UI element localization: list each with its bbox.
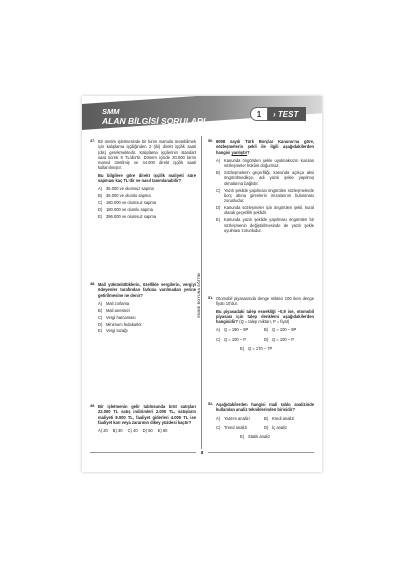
question-text: Bir işletmenin gelir tablosunda brüt satışları 22.000 TL satış indirimleri 2.000 TL, satışların maliyeti 8.000 TL, faaliyet giderleri 4.000 TL ise faaliyet karı veya zararının dikey yüzdesi kaçtır? bbox=[98, 404, 196, 425]
options-list bbox=[216, 327, 314, 352]
option-d[interactable]: D) Minimum fedakarlık bbox=[98, 321, 142, 327]
question-50 bbox=[208, 139, 314, 235]
side-label: ENINE BOYUNA EĞİTİM bbox=[197, 273, 201, 318]
options-list bbox=[98, 428, 196, 435]
question-text: Mali yükümlülüklerin, özellikle vergilerin, vergiyi ödeyenler tarafından farkına varılmadan yerine getirilmesine ne denir? bbox=[98, 282, 196, 298]
question-number: 52. bbox=[208, 402, 214, 406]
option-b[interactable]: B) Mali anestezi bbox=[98, 307, 130, 313]
question-48 bbox=[90, 282, 196, 335]
chevron-right-icon: › bbox=[273, 109, 276, 119]
option-a[interactable]: A) 20 bbox=[98, 428, 108, 434]
question-number: 50. bbox=[208, 139, 214, 143]
option-a[interactable]: A) 36.000 ve olumsuz sapma bbox=[98, 186, 154, 192]
option-c[interactable]: C) Yazılı şekilde yapılması öngörülen sözleşmelerde borç altına girenlerin imzalarının bulunması zorunludur. bbox=[216, 187, 314, 204]
option-a[interactable]: A) Yatırım analizi bbox=[216, 415, 250, 421]
question-47 bbox=[90, 139, 196, 221]
option-e[interactable]: E) Kanunda yazılı şekilde yapılması öngörülen bir sözleşmenin değiştirilmesinde de yazılı şekle uyulması zorunludur. bbox=[216, 217, 314, 233]
option-e[interactable]: E) Vergi tuzağı bbox=[98, 328, 128, 334]
question-stem: Otomobil piyasasında denge miktarı 100 iken denge fiyatı 10'dur. bbox=[216, 296, 314, 307]
column-divider bbox=[201, 136, 202, 452]
question-text: Aşağıdakilerden hangisi mali tablo analizinde kullanılan analiz tekniklerinden birisidir? bbox=[216, 402, 314, 413]
page-header bbox=[82, 104, 322, 136]
test-label bbox=[268, 107, 306, 121]
question-text: Bu piyasadaki talep esnekliği –0,9 ise, otomobil piyasası için talep denklemi aşağıdakilerden hangisidir? (Q = talep miktarı, P = fiyat) bbox=[216, 308, 314, 325]
question-stem: Bir üretim işletmesinde bir birim mamulü üretebilmek için kalıplama işçiliğinden 2 (iki) direkt işçilik saati (dis) gerekmektedir. Kalıplama işçilerinin standart saat ücreti 9 TL/dis'tir. Dönem içinde 20.000 birim mamul üretilmiş ve 44.000 direkt işçilik saati kullanılmıştır. bbox=[98, 139, 196, 171]
option-e[interactable]: E) Statik analiz bbox=[240, 433, 271, 439]
option-d[interactable]: D) Kanunda sözleşmeler için öngörülen şekil, kural olarak geçerlilik şeklidir. bbox=[216, 205, 314, 216]
page-number: 8 bbox=[196, 449, 208, 457]
option-d[interactable]: D) 180.000 ve olumlu sapma bbox=[98, 207, 153, 213]
options-list bbox=[216, 158, 314, 233]
option-e[interactable]: E) 60 bbox=[157, 428, 168, 434]
question-51 bbox=[208, 296, 314, 353]
header-title-line1: SMM bbox=[102, 107, 120, 116]
option-b[interactable]: B) Kredi analizi bbox=[264, 415, 295, 421]
question-number: 47. bbox=[90, 139, 96, 143]
test-label-text: TEST bbox=[277, 109, 299, 119]
option-b[interactable]: B) 30 bbox=[112, 428, 123, 434]
option-e[interactable]: E) 396.000 ve olumsuz sapma bbox=[98, 213, 157, 219]
option-e[interactable]: E) Q = 170 – 7P bbox=[240, 345, 273, 351]
question-text: 6098 sayılı Türk Borçlar Kanunu'na göre, sözleşmelerin şekli ile ilgili aşağıdakilerden hangisi yanlıştır? bbox=[216, 139, 314, 155]
question-number: 49. bbox=[90, 404, 96, 408]
option-c[interactable]: C) Q = 100 – P bbox=[216, 336, 246, 342]
test-number: 1 bbox=[250, 107, 268, 121]
option-a[interactable]: A) Q = 190 – 9P bbox=[216, 327, 249, 333]
question-49 bbox=[90, 404, 196, 435]
options-list bbox=[98, 186, 196, 219]
option-c[interactable]: C) Vergi harcaması bbox=[98, 314, 136, 320]
question-text: Bu bilgilere göre direkt işçilik maliyeti süre sapması kaç TL'dir ve nasıl tanımlanabilir? bbox=[98, 172, 196, 184]
option-a[interactable]: A) Mali zorlama bbox=[98, 300, 130, 306]
question-number: 51. bbox=[208, 296, 214, 300]
option-b[interactable]: B) Sözleşmelerin geçerliliği, kanunda açıkça aksi öngörülmedikçe, adi yazılı şekle yapılmış olmalarına bağlıdır. bbox=[216, 170, 314, 186]
header-title-line2: ALAN BİLGİSİ SORULARI bbox=[102, 115, 206, 126]
header-title bbox=[102, 108, 205, 125]
options-list bbox=[216, 416, 314, 441]
option-c[interactable]: C) 180.000 ve olumsuz sapma bbox=[98, 200, 157, 206]
option-c[interactable]: C) Trend analizi bbox=[216, 424, 248, 430]
options-list bbox=[98, 301, 196, 334]
option-a[interactable]: A) Kanunda öngörülen şekle uyulmaksızın kurulan sözleşmeler hükûm doğurmaz. bbox=[216, 157, 314, 169]
question-number: 48. bbox=[90, 282, 96, 286]
exam-page bbox=[82, 96, 322, 472]
test-badge bbox=[250, 107, 306, 121]
option-b[interactable]: B) 36.000 ve olumlu sapma bbox=[98, 193, 151, 199]
option-c[interactable]: C) 40 bbox=[127, 428, 138, 434]
question-52 bbox=[208, 402, 314, 441]
option-d[interactable]: D) İç analiz bbox=[264, 424, 288, 430]
option-d[interactable]: D) 50 bbox=[142, 428, 153, 434]
option-d[interactable]: D) Q = 100 – P bbox=[264, 336, 294, 342]
option-b[interactable]: B) Q = 100 – 9P bbox=[264, 327, 297, 333]
